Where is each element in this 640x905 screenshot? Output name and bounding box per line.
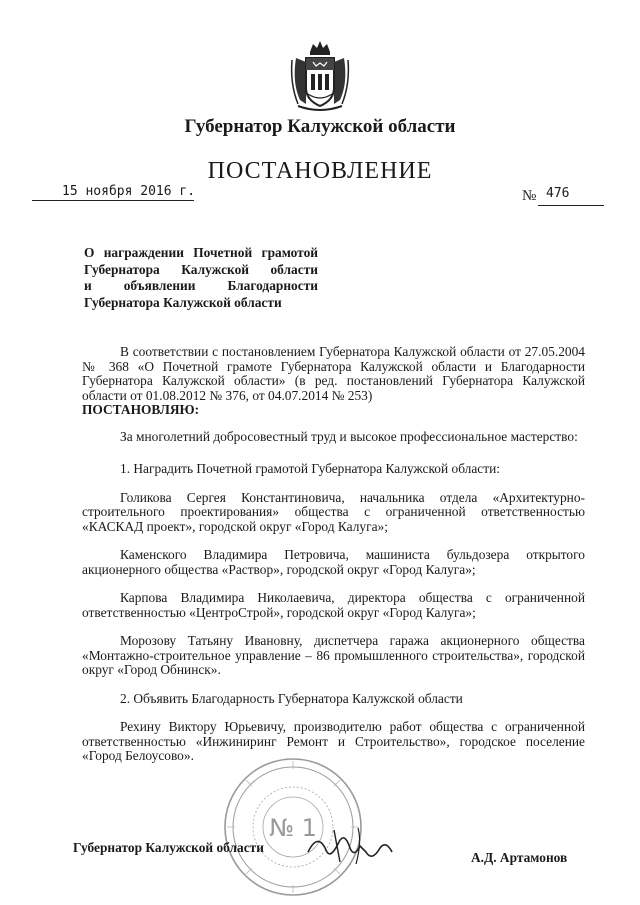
coat-of-arms-emblem xyxy=(286,38,354,114)
gratitude-item-2: 2. Объявить Благодарность Губернатора Калужской области xyxy=(120,690,463,706)
awardee-paragraph: Каменского Владимира Петровича, машиниста бульдозера открытого акционерного общества «Раствор», городской округ «Город Калуга»; xyxy=(82,547,585,577)
awardee-paragraph: Голикова Сергея Константиновича, начальника отдела «Архитектурно-строительного проектирования» общества с ограниченной ответственностью «КАСКАД проект», городской округ «Город Калуга»; xyxy=(82,489,585,534)
awardee-paragraph: Карпова Владимира Николаевича, директора общества с ограниченной ответственностью «ЦентроСтрой», городской округ «Город Калуга»; xyxy=(82,590,585,620)
number-underline xyxy=(538,205,604,206)
document-number-label: № xyxy=(522,188,537,204)
subject-line: и объявлении Благодарности xyxy=(84,278,318,294)
handwritten-signature xyxy=(300,822,400,870)
governor-title: Губернатор Калужской области xyxy=(184,116,456,137)
subject-line: Губернатора Калужской области xyxy=(84,294,282,310)
date-underline xyxy=(32,200,194,201)
document-subject xyxy=(84,245,318,311)
document-date: 15 ноября 2016 г. xyxy=(62,184,196,199)
document-number: 476 xyxy=(546,186,570,201)
subject-line: О награждении Почетной грамотой xyxy=(84,245,318,260)
seal-number: № 1 xyxy=(269,814,317,842)
awardee-paragraph: Морозову Татьяну Ивановну, диспетчера гаража акционерного общества «Монтажно-строительное управление – 86 промышленного строительства», городской округ «Город Обнинск». xyxy=(82,633,585,677)
preamble-paragraph: В соответствии с постановлением Губернатора Калужской области от 27.05.2004 № 368 «О Почетной грамоте Губернатора Калужской области и Благодарности Губернатора Калужской области» (в ред. постановлений Губернатора Калужской области от 01.08.2012 № 376, от 04.07.2014 № 253) xyxy=(82,344,585,403)
document-body xyxy=(82,345,585,764)
resolve-heading: ПОСТАНОВЛЯЮ: xyxy=(82,402,200,417)
subject-line: Губернатора Калужской области xyxy=(84,261,318,277)
signatory-name: А.Д. Артамонов xyxy=(471,850,568,865)
reason-paragraph: За многолетний добросовестный труд и высокое профессиональное мастерство: xyxy=(120,428,578,444)
signatory-title: Губернатор Калужской области xyxy=(73,840,264,855)
award-item-1: 1. Наградить Почетной грамотой Губернатора Калужской области: xyxy=(120,461,500,476)
thanked-paragraph: Рехину Виктору Юрьевичу, производителю работ общества с ограниченной ответственностью «Инжиниринг Ремонт и Строительство», городское поселение «Город Белоусово». xyxy=(82,719,585,763)
document-type: ПОСТАНОВЛЕНИЕ xyxy=(207,158,433,184)
